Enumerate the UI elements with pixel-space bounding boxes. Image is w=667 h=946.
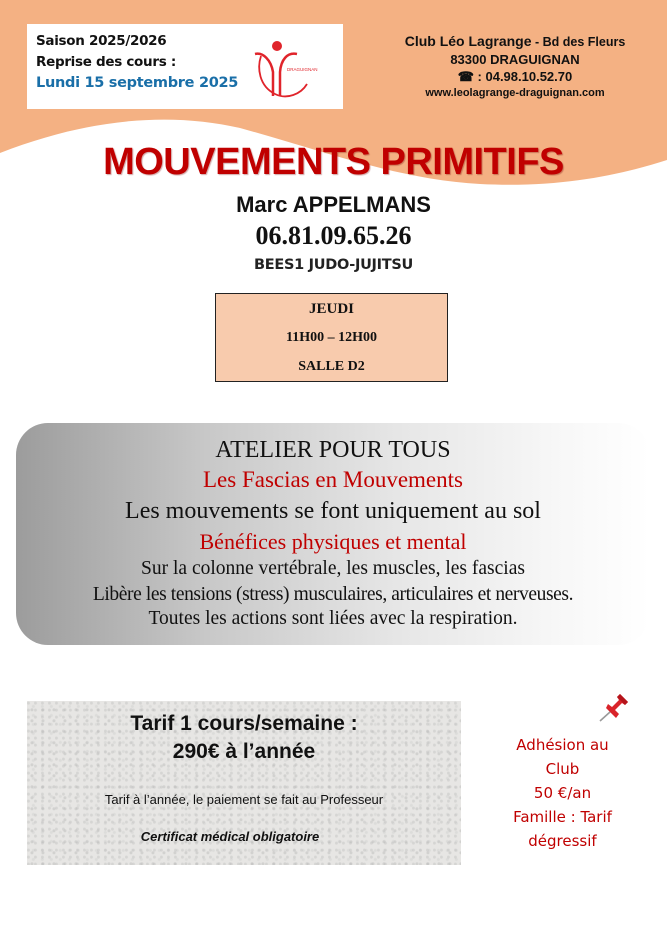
medical-certificate-note: Certificat médical obligatoire <box>140 829 320 844</box>
pricing-title: Tarif 1 cours/semaine : <box>130 712 358 735</box>
schedule-box <box>215 293 448 382</box>
season-label: Saison 2025/2026 <box>36 33 167 49</box>
pricing-box <box>27 701 461 865</box>
season-info-box <box>27 24 343 109</box>
teacher-grade: BEES1 JUDO-JUJITSU <box>254 257 413 273</box>
membership-price: 50 €/an <box>533 784 592 802</box>
atelier-subtitle: Les Fascias en Mouvements <box>203 467 463 492</box>
leo-lagrange-logo-icon <box>249 38 324 100</box>
schedule-day: JEUDI <box>308 301 354 317</box>
teacher-name: Marc APPELMANS <box>236 192 431 217</box>
schedule-time: 11H00 – 12H00 <box>285 330 377 345</box>
club-city: 83300 DRAGUIGNAN <box>450 52 580 67</box>
benefit-item: Libère les tensions (stress) musculaires, articulaires et nerveuses. <box>92 584 574 605</box>
page-title: MOUVEMENTS PRIMITIFS <box>103 141 564 183</box>
schedule-room: SALLE D2 <box>298 359 365 374</box>
membership-line: Famille : Tarif <box>513 808 612 826</box>
svg-text:DRAGUIGNAN: DRAGUIGNAN <box>287 67 318 72</box>
club-website-link[interactable]: www.leolagrange-draguignan.com <box>425 87 605 99</box>
benefit-item: Sur la colonne vertébrale, les muscles, les fascias <box>141 558 525 579</box>
club-contact-info <box>370 32 660 102</box>
club-address: - Bd des Fleurs <box>531 35 626 49</box>
membership-line: Adhésion au <box>516 736 609 754</box>
phone-icon: ☎ <box>457 69 474 84</box>
club-phone: : 04.98.10.52.70 <box>473 69 573 84</box>
benefits-title: Bénéfices physiques et mental <box>199 529 467 554</box>
pushpin-icon <box>596 692 632 724</box>
club-name: Club Léo Lagrange <box>404 33 532 49</box>
membership-info <box>495 733 630 853</box>
payment-note: Tarif à l’année, le paiement se fait au Professeur <box>104 792 384 807</box>
atelier-description-box <box>16 423 650 645</box>
atelier-floor-note: Les mouvements se font uniquement au sol <box>125 498 541 524</box>
membership-line: Club <box>545 760 580 778</box>
resume-label: Reprise des cours : <box>36 54 176 70</box>
benefit-item: Toutes les actions sont liées avec la respiration. <box>148 608 518 629</box>
resume-date: Lundi 15 septembre 2025 <box>36 75 239 91</box>
teacher-phone: 06.81.09.65.26 <box>255 221 412 250</box>
membership-line: dégressif <box>528 832 597 850</box>
pricing-amount: 290€ à l’année <box>172 740 316 763</box>
atelier-heading: ATELIER POUR TOUS <box>215 437 451 463</box>
